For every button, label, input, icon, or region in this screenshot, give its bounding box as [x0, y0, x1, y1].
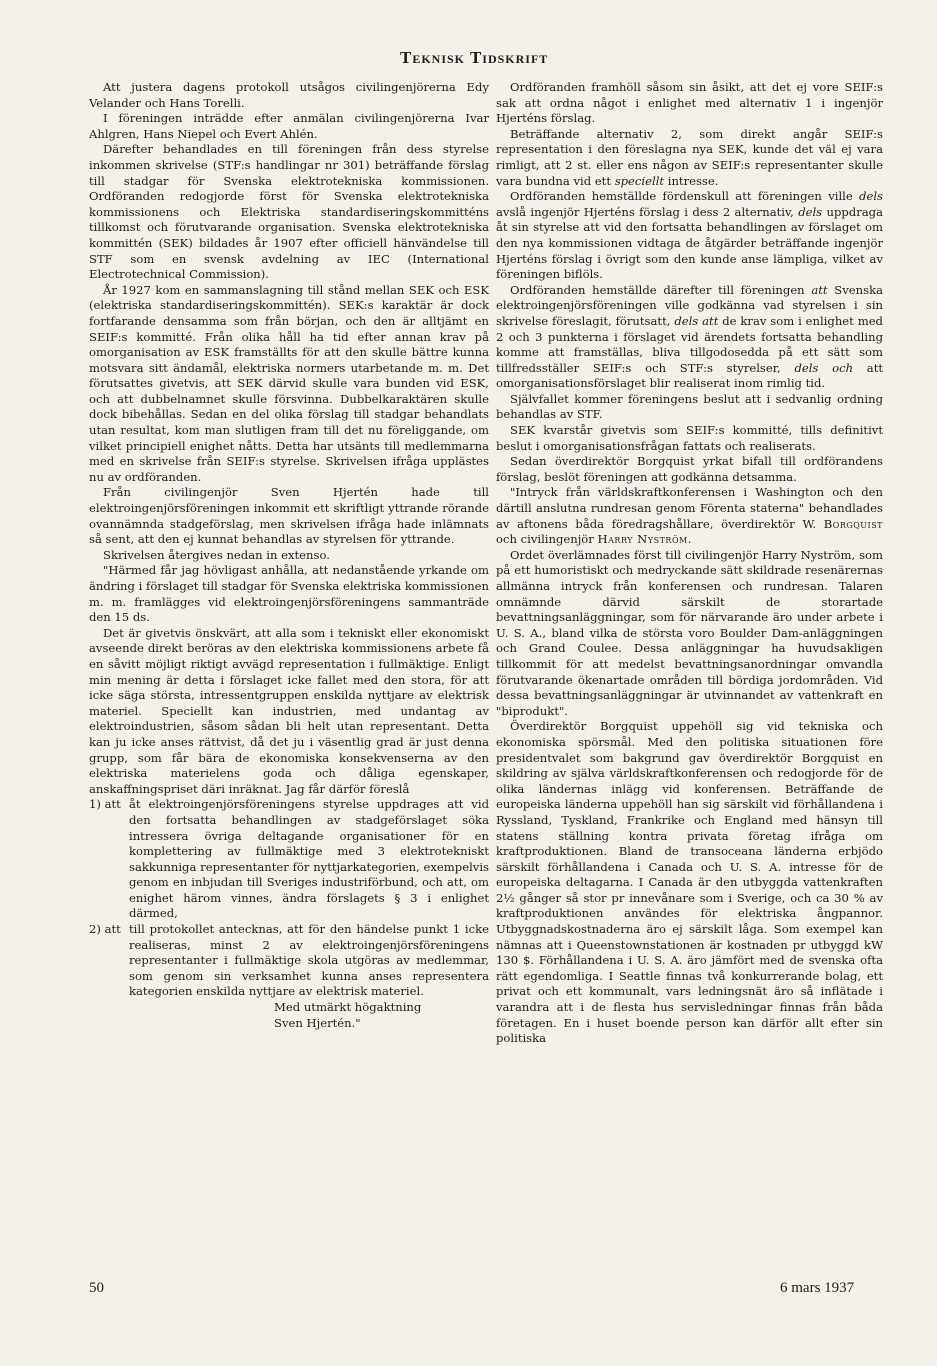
- closing: Med utmärkt högaktning: [274, 1000, 422, 1015]
- paragraph: SEK kvarstår givetvis som SEIF:s kommitté, tills definitivt beslut i omorganisationsfrågan fattats och realiserats.: [496, 423, 883, 453]
- text: "Intryck från världskraftkonferensen i Washington och den därtill anslutna rundresan genom Förenta staterna" behandlades av aftonens båda föredragshållare, överdirektör W.: [496, 485, 883, 531]
- emphasis: dels: [859, 189, 883, 204]
- text: avslå ingenjör Hjerténs förslag i dess 2 alternativ,: [496, 204, 794, 219]
- text: intresse.: [667, 173, 719, 188]
- speaker-name: Borgquist: [823, 516, 884, 531]
- paragraph: Skrivelsen återgives nedan in extenso.: [103, 547, 330, 562]
- paragraph: Därefter behandlades en till föreningen från dess styrelse inkommen skrivelse (STF:s handlingar nr 301) beträffande förslag till stadgar för Svenska elektrotekniska kommissionen. Ordföranden redogjorde först för Svenska elektrotekniska kommissionens och Elektriska standardiseringskommitténs tillkomst och förutvarande organisation. Svenska elektrotekniska kommittén (SEK) bildades år 1907 efter officiell hänvändelse till STF som en svensk avdelning av IEC (International Electrotechnical Commission).: [89, 142, 489, 282]
- text: och civilingenjör: [496, 532, 594, 547]
- list-number: 1) att: [89, 797, 121, 812]
- paragraph: [496, 283, 883, 392]
- paragraph: Självfallet kommer föreningens beslut att i sedvanlig ordning behandlas av STF.: [496, 391, 883, 422]
- paragraph: År 1927 kom en sammanslagning till stånd mellan SEK och ESK (elektriska standardiseringskommittén). SEK:s karaktär är dock fortfarande densamma som från början, och den är alltjämt en SEIF:s kommitté. Från olika håll ha tid efter annan krav på omorganisation av ESK framställts för att den skulle bättre kunna motsvara sitt ändamål, elektriska normers utarbetande m. m. Det förutsattes givetvis, att SEK därvid skulle vara bunden vid ESK, och att dubbelnamnet skulle försvinna. Dubbelkaraktären skulle dock bibehållas. Sedan en del olika förslag till stadgar behandlats utan resultat, kom man slutligen fram till det nu föreliggande, om vilket principiell enighet nåtts. Detta har utsänts till medlemmarna med en skrivelse från SEIF:s styrelse. Skrivelsen ifråga upplästes nu av ordföranden.: [89, 282, 489, 484]
- speaker-name: Harry Nyström.: [597, 532, 692, 547]
- signature: Sven Hjertén.": [274, 1015, 361, 1030]
- issue-date: 6 mars 1937: [780, 1280, 855, 1296]
- text: de krav som i enlighet med 2 och 3 punkterna i förslaget vid ärendets fortsatta behandling komme att framställas, bliva tillgodosedda på ett sätt som tillfredsställer SEIF:s och STF:s styrelser,: [496, 313, 883, 375]
- left-column: [89, 80, 489, 1031]
- text: att omorganisationsförslaget blir realiserat inom rimlig tid.: [496, 360, 884, 391]
- emphasis: dels att: [674, 313, 719, 328]
- list-number: 2) att: [89, 922, 121, 937]
- list-item: [89, 922, 489, 1000]
- paragraph: Överdirektör Borgquist uppehöll sig vid tekniska och ekonomiska spörsmål. Med den politiska situationen före presidentvalet som bakgrund gav överdirektör Borgquist en skildring av själva världskraftkonferensen och redogjorde för de olika ländernas inlägg vid konferensen. Beträffande de europeiska länderna uppehöll han sig särskilt vid förhållandena i Ryssland, Tyskland, Frankrike och England med hänsyn till statens ställning kontra privata företag ifråga om kraftproduktionen. Bland de transoceana länderna erbjödo särskilt förhållandena i Canada och U. S. A. intresse för de europeiska deltagarna. I Canada är den utbyggda vattenkraften 2½ gånger så stor pr innevånare som i Sverige, och ca 30 % av kraftproduktionen användes för elektriska ångpannor. Utbyggnadskostnaderna äro ej särskilt låga. Som exempel kan nämnas att i Queenstownstationen är kostnaden pr utbyggd kW 130 $. Förhållandena i U. S. A. äro jämfört med de svenska ofta rätt egendomliga. I Seattle finnas två konkurrerande bolag, ett privat och ett kommunalt, vars ledningsnät äro så inflätade i varandra att i de flesta hus servisledningar finnas från båda företagen. En i huset boende person kan därför allt efter sin politiska: [496, 719, 883, 1046]
- text: uppdraga åt sin styrelse att vid den fortsatta behandlingen av förslaget om den nya kommissionen vidtaga de åtgärder beträffande ingenjör Hjerténs förslag i övrigt som den kunde anse lämpliga, vilket av föreningen biflöls.: [496, 204, 884, 282]
- text: Svenska elektroingenjörsföreningen ville godkänna vad styrelsen i sin skrivelse föreslagit, förutsatt,: [496, 282, 884, 328]
- text: Ordföranden hemställde fördenskull att föreningen ville: [510, 189, 853, 204]
- emphasis: dels och: [794, 360, 854, 375]
- paragraph: Ordet överlämnades först till civilingenjör Harry Nyström, som på ett humoristiskt och medryckande sätt skildrade resenärernas allmänna intryck från konferensen och rundresan. Talaren omnämnde därvid särskilt de storartade bevattningsanläggningar, som för närvarande äro under arbete i U. S. A., bland vilka de största voro Boulder Dam-anläggningen och Grand Coulee. Dessa anläggningar ha huvudsakligen tillkommit för att medelst bevattningsanordningar omvandla förutvarande ökenartade områden till bördiga jordområden. Vid dessa bevattningsanläggningar är utvinnandet av vattenkraft en "biprodukt".: [496, 547, 883, 718]
- paragraph: "Härmed får jag hövligast anhålla, att nedanstående yrkande om ändring i förslaget till stadgar för Svenska elektriska kommissionen m. m. framlägges vid elektroingenjörsföreningens sammanträde den 15 ds.: [89, 563, 489, 625]
- emphasis: dels: [798, 204, 823, 219]
- page-number: 50: [89, 1280, 104, 1296]
- right-column: [496, 80, 883, 1047]
- journal-title: Teknisk Tidskrift: [400, 48, 549, 67]
- text: Beträffande alternativ 2, som direkt angår SEIF:s representation i den föreslagna nya SEK, kunde det väl ej vara rimligt, att 2 st. eller ens någon av SEIF:s representanter skulle vara bundna vid ett: [496, 126, 883, 188]
- emphasis: speciellt: [614, 173, 665, 188]
- paragraph: [496, 485, 883, 547]
- paragraph: Från civilingenjör Sven Hjertén hade till elektroingenjörsföreningen inkommit ett skriftligt yttrande rörande ovannämnda stadgeförslag, men skrivelsen ifråga hade inlämnats så sent, att den ej kunnat behandlas av styrelsen för yttrande.: [89, 485, 489, 547]
- paragraph: Att justera dagens protokoll utsågos civilingenjörerna Edy Velander och Hans Torelli.: [89, 80, 489, 110]
- text: Ordföranden hemställde därefter till föreningen: [510, 282, 805, 297]
- list-text: till protokollet antecknas, att för den händelse punkt 1 icke realiseras, minst 2 av elektroingenjörsföreningens representanter i fullmäktige skola utgöras av medlemmar, som genom sin verksamhet kunna anses representera kategorien enskilda nyttjare av elektrisk materiel.: [129, 922, 489, 999]
- paragraph: Ordföranden framhöll såsom sin åsikt, att det ej vore SEIF:s sak att ordna något i enlighet med alternativ 1 i ingenjör Hjerténs förslag.: [496, 80, 883, 126]
- paragraph: [496, 189, 883, 283]
- paragraph: I föreningen inträdde efter anmälan civilingenjörerna Ivar Ahlgren, Hans Niepel och Evert Ahlén.: [89, 111, 489, 141]
- emphasis: att: [811, 282, 828, 297]
- list-item: [89, 797, 489, 922]
- paragraph: Sedan överdirektör Borgquist yrkat bifall till ordförandens förslag, beslöt föreningen att godkänna detsamma.: [496, 454, 883, 484]
- list-text: åt elektroingenjörsföreningens styrelse uppdrages att vid den fortsatta behandlingen av stadgeförslaget söka intressera övriga deltagande organisationer för en komplettering av fullmäktige med 3 elektrotekniskt sakkunniga representanter för nyttjarkategorien, exempelvis genom en inbjudan till Sveriges industriförbund, och att, om enighet härom vinnes, ändra förslagets § 3 i enlighet därmed,: [129, 797, 489, 921]
- paragraph: [496, 127, 883, 189]
- paragraph: Det är givetvis önskvärt, att alla som i tekniskt eller ekonomiskt avseende direkt beröras av den elektriska kommissionens arbete få en såvitt möjligt riktigt avvägd representation i fullmäktige. Enligt min mening är detta i förslaget icke fallet med den stora, för att icke säga största, intressentgruppen enskilda nyttjare av elektrisk materiel. Speciellt kan industrien, med undantag av elektroindustrien, såsom sådan bli helt utan representant. Detta kan ju icke anses rättvist, då det ju i väsentlig grad är just denna grupp, som får bära de ekonomiska konsekvenserna av den elektriska materielens goda och dåliga egenskaper, anskaffningspriset däri inräknat. Jag får därför föreslå: [89, 625, 489, 796]
